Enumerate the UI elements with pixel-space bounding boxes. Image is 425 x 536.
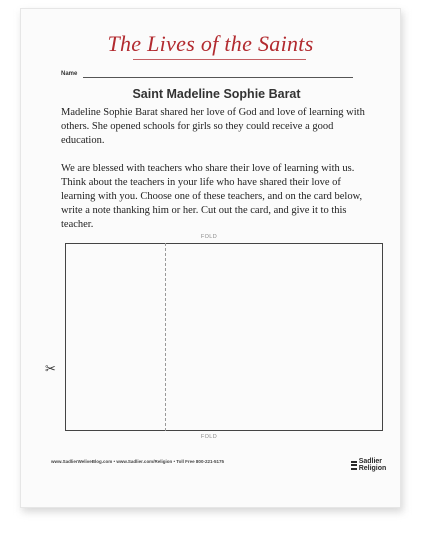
worksheet-page <box>20 8 401 508</box>
footer-links: www.SadlierWeliveBlog.com • www.Sadlier.com/Religion • Toll Free 800-221-5175 <box>51 459 224 464</box>
worksheet-title-text: The Lives of the Saints <box>107 31 314 56</box>
saint-heading: Saint Madeline Sophie Barat <box>132 87 301 101</box>
sadlier-logo-icon <box>351 461 356 470</box>
sadlier-logo <box>351 458 400 472</box>
name-line[interactable] <box>83 77 353 78</box>
intro-paragraph: Madeline Sophie Barat shared her love of God and love of learning with others. She opened schools for girls so they could receive a good education. <box>61 107 365 146</box>
title-underline <box>133 59 306 60</box>
name-field[interactable] <box>61 71 353 83</box>
scissors-icon: ✂ <box>45 361 56 376</box>
name-label: Name <box>61 71 78 77</box>
copyright-side-text <box>374 9 378 229</box>
fold-label-bottom: FOLD <box>200 434 218 440</box>
fold-line <box>165 243 166 431</box>
thank-you-card <box>65 243 383 431</box>
logo-text: Sadlier Religion <box>358 458 387 472</box>
fold-label-top: FOLD <box>200 234 218 240</box>
worksheet-title <box>21 31 400 57</box>
instructions-paragraph: We are blessed with teachers who share their love of learning with us. Think about the teachers in your life who have shared their love of learning with you. Choose one of these teachers, and on the card below, write a note thanking him or her. Cut out the card, and give it to this teacher. <box>61 163 363 230</box>
